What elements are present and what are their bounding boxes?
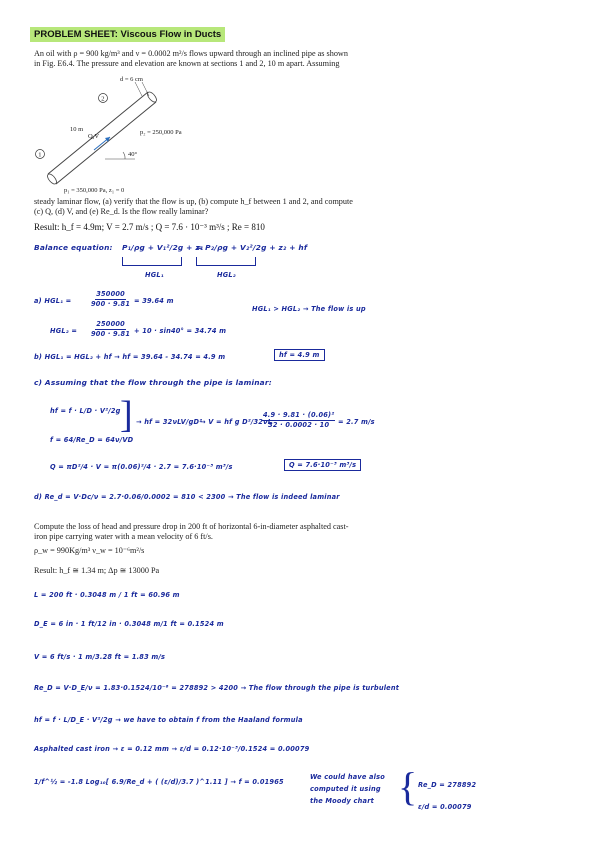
part-d-line: d) Re_d = V·Dc/ν = 2.7·0.06/0.0002 = 810 < 2300 → The flow is indeed laminar <box>34 493 340 501</box>
part-a-conclusion: HGL₁ > HGL₂ → The flow is up <box>252 305 366 313</box>
moody-brace: { <box>398 764 418 809</box>
moody-note-line1: We could have also <box>310 773 386 781</box>
a1-numerator: 350000 <box>96 290 125 298</box>
p1-label: p₁ = 350,000 Pa, z₁ = 0 <box>64 187 125 194</box>
a1-result: = 39.64 m <box>134 297 174 305</box>
moody-ed: ε/d = 0.00079 <box>418 803 472 811</box>
problem2-line1: Compute the loss of head and pressure drop in 200 ft of horizontal 6-in-diameter asphalted cast- <box>34 522 349 531</box>
part-a-fraction1 <box>90 290 131 309</box>
section2-label: 2 <box>101 95 105 103</box>
hgl2-label: HGL₂ <box>217 271 236 279</box>
haaland-formula: 1/f^½ = -1.8 Log₁₀[ 6.9/Re_d + ( (ε/d)/3.7 )^1.11 ] → f = 0.01965 <box>34 778 284 786</box>
Q-answer-box: Q = 7.6·10⁻³ m³/s <box>284 459 361 471</box>
problem2-result: Result: h_f ≅ 1.34 m; Δp ≅ 13000 Pa <box>34 566 160 575</box>
c-hf2: → hf = 32νLV/gD² <box>136 418 203 426</box>
problem1-text-bottom <box>34 197 353 217</box>
angle-label: 40° <box>128 151 138 158</box>
part-a-label: a) HGL₁ = <box>34 297 72 305</box>
problem1-result: Result: h_f = 4.9m; V = 2.7 m/s ; Q = 7.6 · 10⁻³ m³/s ; Re = 810 <box>34 222 265 232</box>
c-hf-formula: hf = f · L/D · V²/2g <box>50 407 121 415</box>
c-V-result: = 2.7 m/s <box>338 418 375 426</box>
a2-denominator: 900 · 9.81 <box>91 330 131 338</box>
cV-denominator: 32 · 0.0002 · 10 <box>268 421 330 429</box>
a2-numerator: 250000 <box>96 320 125 328</box>
problem1-line3: steady laminar flow, (a) verify that the flow is up, (b) compute h_f between 1 and 2, and compute <box>34 197 353 206</box>
hgl1-bracket <box>122 257 182 266</box>
balance-lhs: P₁/ρg + V₁²/2g + z₁ <box>122 243 204 252</box>
problem2-given: ρ_w = 990Kg/m³ ν_w = 10⁻⁶m²/s <box>34 546 145 555</box>
a1-denominator: 900 · 9.81 <box>91 300 131 308</box>
part-a-fraction2 <box>90 320 131 339</box>
part-c-line: c) Assuming that the flow through the pipe is laminar: <box>34 378 272 387</box>
balance-rhs: = P₂/ρg + V₂²/2g + z₂ + hf <box>196 243 308 252</box>
problem1-text-top <box>34 49 348 69</box>
page-title: PROBLEM SHEET: Viscous Flow in Ducts <box>30 27 225 42</box>
balance-label: Balance equation: <box>34 243 113 252</box>
part-b-line: b) HGL₁ = HGL₂ + hf → hf = 39.64 - 34.74 = 4.9 m <box>34 353 226 361</box>
moody-note <box>310 771 385 807</box>
problem2-text <box>34 522 348 542</box>
length-label: 10 m <box>70 126 84 133</box>
c-Q-formula: Q = πD²/4 · V = π(0.06)²/4 · 2.7 = 7.6·10⁻³ m³/s <box>50 463 233 471</box>
problem1-line4: (c) Q, (d) V, and (e) Re_d. Is the flow really laminar? <box>34 207 209 216</box>
c-f-formula: f = 64/Re_D = 64ν/VD <box>50 436 134 444</box>
section1-label: 1 <box>38 151 42 159</box>
a2-label: HGL₂ = <box>50 327 78 335</box>
inclined-pipe-figure <box>30 74 200 194</box>
hf-line: hf = f · L/D_E · V²/2g → we have to obtain f from the Haaland formula <box>34 716 303 724</box>
flow-label: Q,V <box>88 133 100 140</box>
Re-line: Re_D = V·D_E/ν = 1.83·0.1524/10⁻⁶ = 278892 > 4200 → The flow through the pipe is turbulent <box>34 684 400 692</box>
V-conversion: V = 6 ft/s · 1 m/3.28 ft = 1.83 m/s <box>34 653 166 661</box>
hgl2-bracket <box>196 257 256 266</box>
hf-answer-box: hf = 4.9 m <box>274 349 325 361</box>
p2-label: p₂ = 250,000 Pa <box>140 129 182 136</box>
moody-re: Re_D = 278892 <box>418 781 477 789</box>
problem2-line2: iron pipe carrying water with a mean velocity of 6 ft/s. <box>34 532 213 541</box>
problem1-line1: An oil with ρ = 900 kg/m³ and ν = 0.0002 m²/s flows upward through an inclined pipe as shown <box>34 49 348 58</box>
D-conversion: D_E = 6 in · 1 ft/12 in · 0.3048 m/1 ft = 0.1524 m <box>34 620 224 628</box>
moody-values <box>418 774 476 818</box>
cV-numerator: 4.9 · 9.81 · (0.06)² <box>263 411 335 419</box>
c-V-fraction <box>262 411 335 430</box>
L-conversion: L = 200 ft · 0.3048 m / 1 ft = 60.96 m <box>34 591 180 599</box>
moody-note-line3: the Moody chart <box>310 797 375 805</box>
c-brace: ] <box>120 394 133 436</box>
moody-note-line2: computed it using <box>310 785 381 793</box>
hgl1-label: HGL₁ <box>145 271 164 279</box>
diameter-label: d = 6 cm <box>120 76 143 83</box>
problem1-line2: in Fig. E6.4. The pressure and elevation are known at sections 1 and 2, 10 m apart. Assuming <box>34 59 340 68</box>
c-V: → V = hf g D²/32νL <box>200 418 273 426</box>
a2-result: + 10 · sin40° = 34.74 m <box>134 327 227 335</box>
asphalt-line: Asphalted cast iron → ε = 0.12 mm → ε/d = 0.12·10⁻³/0.1524 = 0.00079 <box>34 745 310 753</box>
